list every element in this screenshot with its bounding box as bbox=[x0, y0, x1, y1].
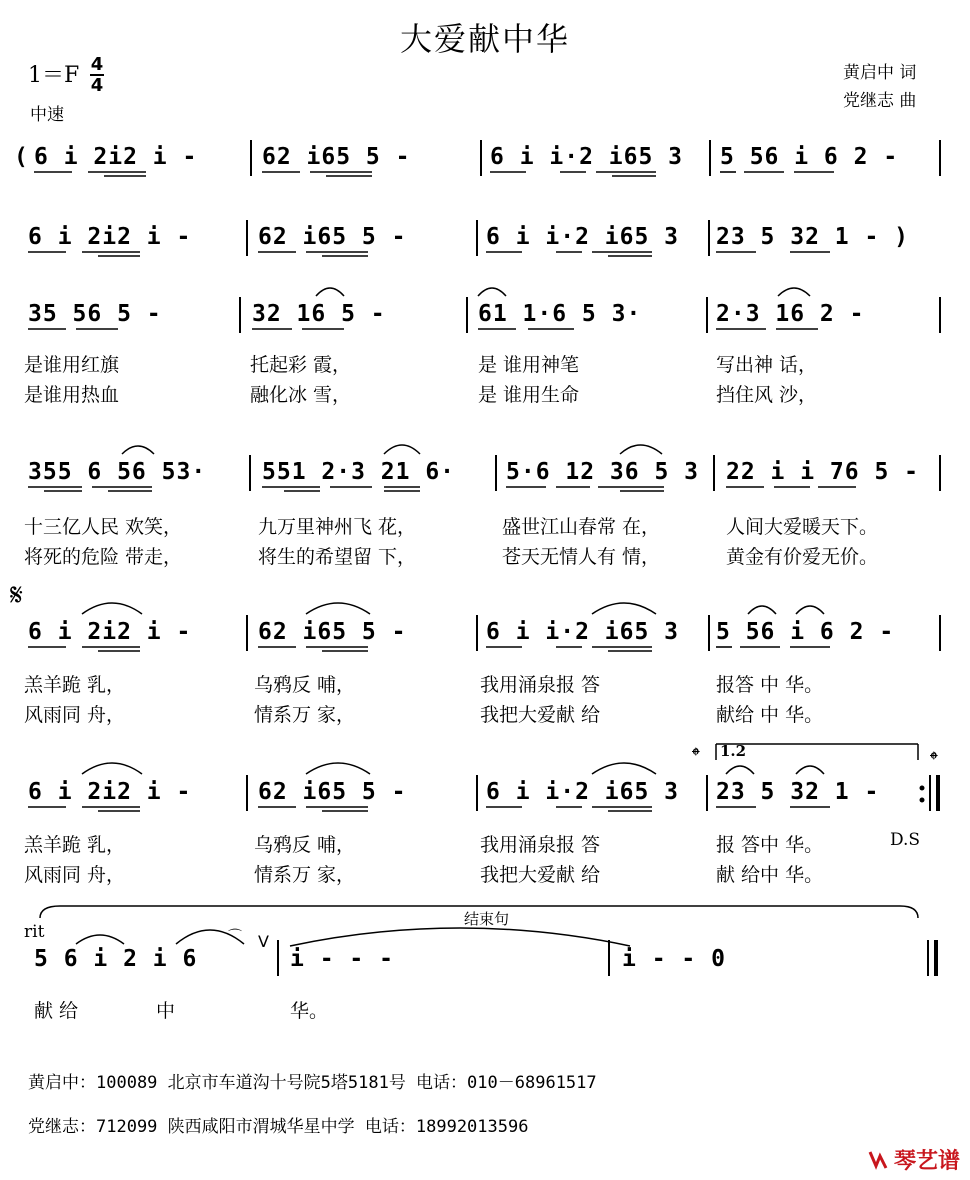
row6-lyric1-c: 我用涌泉报 答 bbox=[480, 834, 601, 856]
row5-lyric1-c: 我用涌泉报 答 bbox=[480, 674, 601, 696]
row3-lyric1-c: 是 谁用神笔 bbox=[478, 354, 580, 376]
row3-lyric1-b: 托起彩 霞， bbox=[250, 354, 352, 376]
row6-measure4: 23 5 32 1 - bbox=[716, 779, 880, 805]
row5-lyric1-d: 报答 中 华。 bbox=[716, 674, 824, 696]
key-signature: 1＝F bbox=[28, 63, 80, 88]
row3-lyric2-c: 是 谁用生命 bbox=[478, 384, 580, 406]
watermark-text: 琴艺谱 bbox=[894, 1149, 961, 1174]
row3-lyric2-b: 融化冰 雪， bbox=[250, 384, 352, 406]
dal-segno-marking: D.S bbox=[890, 830, 921, 850]
lyricist-contact: 黄启中：100089 北京市车道沟十号院5塔5181号 电话：010－68961517 bbox=[28, 1073, 597, 1093]
row7-measure2: i - - - bbox=[290, 946, 394, 972]
intro-open-paren: ( bbox=[14, 144, 29, 170]
row4-lyric2-a: 将死的危险 带走， bbox=[24, 546, 183, 568]
row4-lyric2-c: 苍天无情人有 情， bbox=[502, 546, 661, 568]
row4-lyric1-a: 十三亿人民 欢笑， bbox=[24, 516, 183, 538]
composer-credit: 党继志 曲 bbox=[843, 91, 917, 111]
row6-measure1: 6 i 2i2 i - bbox=[28, 779, 192, 805]
row6-lyric2-b: 情系万 家， bbox=[254, 864, 356, 886]
row1-measure3: 6 i i·2 i65 3 bbox=[490, 144, 684, 170]
row2-measure1: 6 i 2i2 i - bbox=[28, 224, 192, 250]
row3-measure4: 2·3 16 2 - bbox=[716, 301, 865, 327]
row4-lyric1-b: 九万里神州飞 花， bbox=[258, 516, 417, 538]
row6-lyric2-c: 我把大爱献 给 bbox=[480, 864, 601, 886]
row2-measure2: 62 i65 5 - bbox=[258, 224, 407, 250]
row5-measure3: 6 i i·2 i65 3 bbox=[486, 619, 680, 645]
row5-measure4: 5 56 i 6 2 - bbox=[716, 619, 895, 645]
row3-lyric2-d: 挡住风 沙， bbox=[716, 384, 818, 406]
row6-lyric1-a: 羔羊跪 乳， bbox=[24, 834, 126, 856]
row4-lyric2-d: 黄金有价爱无价。 bbox=[726, 546, 879, 568]
row3-measure3: 61 1·6 5 3· bbox=[478, 301, 642, 327]
row2-measure3: 6 i i·2 i65 3 bbox=[486, 224, 680, 250]
tempo-marking: 中速 bbox=[30, 105, 64, 125]
row7-measure3: i - - 0 bbox=[622, 946, 726, 972]
coda-end-icon: 𝄌 bbox=[930, 748, 938, 773]
row6-lyric1-b: 乌鸦反 哺， bbox=[254, 834, 356, 856]
fermata-icon: ⌒ bbox=[228, 929, 242, 945]
breath-mark: V bbox=[258, 932, 269, 951]
volta-label: 1.2 bbox=[720, 742, 747, 760]
row3-lyric1-d: 写出神 话， bbox=[716, 354, 818, 376]
time-signature-top: 4 bbox=[90, 54, 104, 75]
row4-measure1: 355 6 56 53· bbox=[28, 459, 207, 485]
row3-lyric2-a: 是谁用热血 bbox=[24, 384, 120, 406]
repeat-dots bbox=[920, 786, 925, 803]
row6-lyric2-a: 风雨同 舟， bbox=[24, 864, 126, 886]
row4-measure2: 551 2·3 21 6· bbox=[262, 459, 456, 485]
watermark-logo bbox=[866, 1144, 960, 1175]
lyricist-credit: 黄启中 词 bbox=[843, 63, 917, 83]
score-title: 大爱献中华 bbox=[399, 20, 570, 58]
volta-bracket bbox=[716, 744, 918, 760]
row1-measure2: 62 i65 5 - bbox=[262, 144, 411, 170]
row4-lyric1-c: 盛世江山春常 在， bbox=[502, 516, 661, 538]
row6-lyric1-d: 报 答中 华。 bbox=[716, 834, 824, 856]
row1-measure4: 5 56 i 6 2 - bbox=[720, 144, 899, 170]
row5-lyric1-a: 羔羊跪 乳， bbox=[24, 674, 126, 696]
row4-lyric1-d: 人间大爱暖天下。 bbox=[726, 516, 879, 538]
row3-measure1: 35 56 5 - bbox=[28, 301, 162, 327]
row6-measure3: 6 i i·2 i65 3 bbox=[486, 779, 680, 805]
row5-lyric2-b: 情系万 家， bbox=[254, 704, 356, 726]
row7-lyric-a: 献 给 bbox=[34, 1000, 79, 1022]
row3-measure2: 32 16 5 - bbox=[252, 301, 386, 327]
segno-icon: 𝄋 bbox=[10, 578, 23, 613]
row5-lyric2-a: 风雨同 舟， bbox=[24, 704, 126, 726]
row5-lyric2-c: 我把大爱献 给 bbox=[480, 704, 601, 726]
row7-lyric-b: 中 bbox=[156, 1000, 176, 1022]
music-note-logo-icon bbox=[866, 1148, 890, 1172]
row5-lyric2-d: 献给 中 华。 bbox=[716, 704, 824, 726]
ritardando-marking: rit bbox=[24, 922, 45, 942]
row7-lyric-c: 华。 bbox=[290, 1000, 329, 1022]
row4-lyric2-b: 将生的希望留 下， bbox=[258, 546, 417, 568]
row5-measure1: 6 i 2i2 i - bbox=[28, 619, 192, 645]
row5-measure2: 62 i65 5 - bbox=[258, 619, 407, 645]
row4-measure3: 5·6 12 36 5 3 bbox=[506, 459, 700, 485]
time-signature-bottom: 4 bbox=[90, 75, 104, 96]
row1-measure1: 6 i 2i2 i - bbox=[34, 144, 198, 170]
row3-lyric1-a: 是谁用红旗 bbox=[24, 354, 120, 376]
row5-lyric1-b: 乌鸦反 哺， bbox=[254, 674, 356, 696]
row7-measure1: 5 6 i 2 i 6 bbox=[34, 946, 198, 972]
row6-measure2: 62 i65 5 - bbox=[258, 779, 407, 805]
row4-measure4: 22 i i 76 5 - bbox=[726, 459, 920, 485]
coda-icon: 𝄌 bbox=[692, 744, 700, 769]
ending-label: 结束句 bbox=[464, 910, 510, 928]
row2-measure4: 23 5 32 1 - ) bbox=[716, 224, 910, 250]
row6-lyric2-d: 献 给中 华。 bbox=[716, 864, 824, 886]
composer-contact: 党继志：712099 陕西咸阳市渭城华星中学 电话：18992013596 bbox=[28, 1117, 529, 1137]
